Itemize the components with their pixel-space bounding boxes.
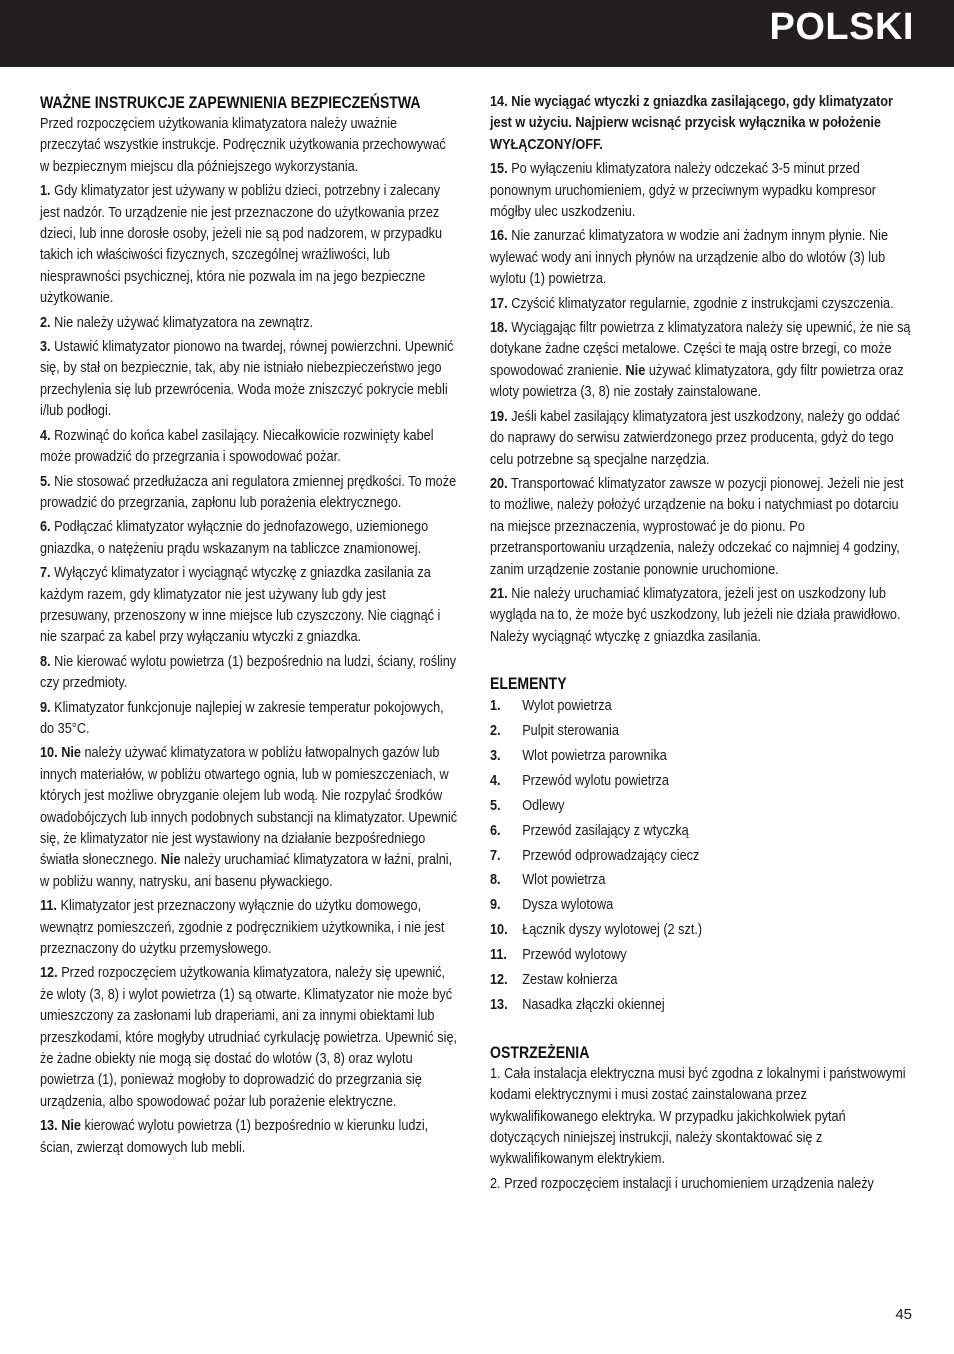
safety-item-9 bbox=[40, 698, 458, 741]
safety-item-6 bbox=[40, 517, 458, 560]
list-item bbox=[490, 746, 912, 771]
safety-item-8 bbox=[40, 652, 458, 695]
item-number: 8. bbox=[40, 653, 51, 670]
safety-item-21 bbox=[490, 584, 912, 648]
list-item bbox=[490, 821, 912, 846]
item-number: 18. bbox=[490, 320, 508, 337]
item-number: 6. bbox=[40, 519, 51, 536]
item-text: Nie należy używać klimatyzatora na zewnątrz. bbox=[54, 314, 314, 331]
safety-item-15 bbox=[490, 159, 912, 223]
right-column bbox=[490, 92, 912, 1198]
item-number: 2. bbox=[40, 314, 51, 331]
safety-item-18 bbox=[490, 318, 912, 404]
elements-heading: ELEMENTY bbox=[490, 675, 567, 694]
elements-list bbox=[490, 696, 912, 1020]
list-item bbox=[490, 995, 912, 1020]
item-text: Nie stosować przedłużacza ani regulatora zmiennej prędkości. To może prowadzić do przegrzania, zapłonu lub porażenia elektrycznego. bbox=[40, 473, 457, 511]
item-number: 11. bbox=[40, 898, 57, 915]
safety-item-3 bbox=[40, 337, 458, 423]
item-text: używać klimatyzatora, gdy filtr powietrza oraz wloty powietrza (3, 8) nie zostały zainstalowane. bbox=[490, 362, 904, 401]
item-number: 13. bbox=[40, 1118, 58, 1135]
item-number: 7. bbox=[40, 565, 51, 582]
item-label: Przewód wylotu powietrza bbox=[522, 772, 669, 789]
item-text: Transportować klimatyzator zawsze w pozycji pionowej. Jeżeli nie jest to możliwe, należy położyć urządzenie na boku i natychmiast po dotarciu na miejsce przeznaczenia, wyprostować je do pionu. Po przetransportowaniu urządzenia, należy odczekać co najmniej 4 godziny, zanim urządzenie zostanie ponownie uruchomione. bbox=[490, 475, 904, 578]
item-text: Po wyłączeniu klimatyzatora należy odczekać 3-5 minut przed ponownym uruchomieniem, gdyż w przeciwnym wypadku kompresor mógłby ulec uszkodzeniu. bbox=[490, 161, 876, 221]
item-number: 4. bbox=[40, 427, 51, 444]
list-item bbox=[490, 895, 912, 920]
item-emphasis: Nie bbox=[61, 745, 81, 762]
item-label: Przewód zasilający z wtyczką bbox=[522, 822, 689, 839]
item-number: 5. bbox=[490, 797, 501, 814]
item-text: Przed rozpoczęciem użytkowania klimatyzatora, należy się upewnić, że wloty (3, 8) i wylot powietrza (1) są otwarte. Klimatyzator nie może być umieszczony za zasłonami lub draperiami, ani za innymi obiektami lub przeszkodami, które mogłyby utrudniać cyrkulację powietrza. Upewnić się, że żadne obiekty nie mogą się dostać do wlotów (3, 8) oraz wylotu powietrza (1), ponieważ mogłoby to doprowadzić do przegrzania się urządzenia, albo spowodować pożar lub porażenie elektryczne. bbox=[40, 965, 458, 1110]
item-text: Ustawić klimatyzator pionowo na twardej, równej powierzchni. Upewnić się, by stał on bezpiecznie, tak, aby nie istniało niebezpieczeństwo jego przechylenia się lub przewrócenia. Woda może zniszczyć pokrycie mebli i/lub podłogi. bbox=[40, 339, 454, 420]
safety-item-20 bbox=[490, 474, 912, 581]
item-text: Klimatyzator jest przeznaczony wyłącznie do użytku domowego, wewnątrz pomieszczeń, zgodnie z podręcznikiem użytkownika, i nie jest przeznaczony do użytku przemysłowego. bbox=[40, 898, 445, 958]
language-title: POLSKI bbox=[769, 6, 914, 48]
header-bar bbox=[0, 0, 954, 67]
safety-item-7 bbox=[40, 563, 458, 649]
item-label: Przewód wylotowy bbox=[522, 947, 627, 964]
item-text: Nie zanurzać klimatyzatora w wodzie ani żadnym innym płynie. Nie wylewać wody ani innych płynów na urządzenie albo do wlotów (3) lub wylotu (1) powietrza. bbox=[490, 228, 889, 288]
item-number: 10. bbox=[40, 745, 58, 762]
item-number: 10. bbox=[490, 922, 508, 939]
safety-heading: WAŻNE INSTRUKCJE ZAPEWNIENIA BEZPIECZEŃSTWA bbox=[40, 94, 421, 112]
item-text: Gdy klimatyzator jest używany w pobliżu dzieci, potrzebny i zalecany jest nadzór. To urządzenie nie jest przeznaczone do użytkowania przez dzieci, lub inne dorosłe osoby, jeżeli nie są pod nadzorem, w przypadku takich ich właściwości fizycznych, szczególnej wrażliwości, lub niesprawności psychicznej, która nie pozwala im na jego bezpieczne użytkowanie. bbox=[40, 183, 443, 307]
item-emphasis: Nie bbox=[61, 1118, 81, 1135]
item-text: Podłączać klimatyzator wyłącznie do jednofazowego, uziemionego gniazdka, o natężeniu prądu wskazanym na tabliczce znamionowej. bbox=[40, 519, 429, 557]
item-number: 9. bbox=[40, 699, 51, 716]
item-text: Klimatyzator funkcjonuje najlepiej w zakresie temperatur pokojowych, do 35°C. bbox=[40, 699, 444, 737]
warnings-heading: OSTRZEŻENIA bbox=[490, 1043, 590, 1062]
item-label: Przewód odprowadzający ciecz bbox=[522, 847, 700, 864]
item-number: 3. bbox=[40, 339, 51, 356]
item-number: 2. bbox=[490, 723, 501, 740]
item-number: 19. bbox=[490, 408, 508, 425]
item-text: Nie wyciągać wtyczki z gniazdka zasilającego, gdy klimatyzator jest w użyciu. Najpierw wcisnąć przycisk wyłącznika w położenie WYŁĄCZONY/OFF. bbox=[490, 94, 893, 153]
safety-item-17 bbox=[490, 294, 912, 315]
item-number: 4. bbox=[490, 772, 501, 789]
warning-item-1: 1. Cała instalacja elektryczna musi być zgodna z lokalnymi i państwowymi kodami elektrycznymi i musi zostać zainstalowana przez wykwalifikowanego elektryka. W przypadku jakichkolwiek pytań dotyczących niniejszej instrukcji, należy skontaktować się z wykwalifikowanym elektrykiem. bbox=[490, 1065, 906, 1168]
page-number: 45 bbox=[895, 1306, 912, 1323]
item-number: 17. bbox=[490, 295, 508, 312]
item-text: Wyciągając filtr powietrza z klimatyzatora należy się upewnić, że nie są dotykane żadne części metalowe. Części te mają ostre brzegi, co może spowodować zranienie. bbox=[490, 320, 911, 379]
item-number: 15. bbox=[490, 161, 508, 178]
safety-item-12 bbox=[40, 963, 458, 1113]
item-text: Rozwinąć do końca kabel zasilający. Niecałkowicie rozwinięty kabel może prowadzić do przegrzania i spowodować pożar. bbox=[40, 427, 434, 466]
item-text: należy uruchamiać klimatyzatora w łaźni, pralni, w pobliżu wanny, natrysku, ani basenu pływackiego. bbox=[40, 852, 453, 890]
list-item bbox=[490, 696, 912, 721]
item-number: 12. bbox=[490, 971, 508, 988]
safety-item-1 bbox=[40, 181, 458, 309]
item-label: Odlewy bbox=[522, 797, 565, 814]
item-number: 8. bbox=[490, 872, 501, 889]
item-text: Czyścić klimatyzator regularnie, zgodnie z instrukcjami czyszczenia. bbox=[511, 295, 894, 312]
item-label: Zestaw kołnierza bbox=[522, 971, 618, 988]
item-number: 21. bbox=[490, 585, 508, 602]
item-number: 5. bbox=[40, 473, 51, 490]
item-number: 14. bbox=[490, 94, 508, 110]
warning-item-2: 2. Przed rozpoczęciem instalacji i uruchomieniem urządzenia należy bbox=[490, 1175, 874, 1192]
item-text: Wyłączyć klimatyzator i wyciągnąć wtyczkę z gniazdka zasilania za każdym razem, gdy klimatyzator nie jest używany lub gdy jest przesuwany, przenoszony w inne miejsce lub czyszczony. Nie ciągnąć i nie szarpać za kabel przy wyłączaniu wtyczki z gniazdka. bbox=[40, 565, 441, 646]
safety-item-14 bbox=[490, 92, 912, 156]
item-text: Nie należy uruchamiać klimatyzatora, jeżeli jest on uszkodzony lub wygląda na to, że może być uszkodzony, lub jeżeli nie działa prawidłowo. Należy wyciągnąć wtyczkę z gniazdka zasilania. bbox=[490, 585, 901, 645]
item-number: 20. bbox=[490, 475, 508, 492]
item-text: Nie kierować wylotu powietrza (1) bezpośrednio na ludzi, ściany, rośliny czy przedmioty. bbox=[40, 653, 457, 692]
safety-item-19 bbox=[490, 407, 912, 471]
item-label: Wlot powietrza parownika bbox=[522, 747, 667, 764]
item-number: 1. bbox=[40, 183, 51, 200]
item-number: 3. bbox=[490, 747, 501, 764]
item-number: 16. bbox=[490, 228, 508, 245]
list-item bbox=[490, 796, 912, 821]
item-number: 11. bbox=[490, 947, 507, 964]
item-text: kierować wylotu powietrza (1) bezpośrednio w kierunku ludzi, ścian, zwierząt domowych lub mebli. bbox=[40, 1118, 429, 1156]
list-item bbox=[490, 920, 912, 945]
item-label: Wylot powietrza bbox=[522, 698, 612, 715]
list-item bbox=[490, 846, 912, 871]
item-number: 6. bbox=[490, 822, 501, 839]
safety-item-4 bbox=[40, 426, 458, 469]
item-label: Nasadka złączki okiennej bbox=[522, 996, 665, 1013]
list-item bbox=[490, 870, 912, 895]
safety-item-16 bbox=[490, 226, 912, 290]
item-emphasis: Nie bbox=[625, 362, 646, 379]
safety-item-2 bbox=[40, 313, 458, 334]
list-item bbox=[490, 721, 912, 746]
item-number: 1. bbox=[490, 698, 501, 715]
item-text: Jeśli kabel zasilający klimatyzatora jest uszkodzony, należy go oddać do naprawy do serwisu zatwierdzonego przez producenta, gdyż do tego celu potrzebne są specjalne narzędzia. bbox=[490, 408, 900, 468]
item-text: należy używać klimatyzatora w pobliżu łatwopalnych gazów lub innych materiałów, w pobliżu otwartego ognia, lub w pomieszczeniach, w których jest możliwe obryzganie olejem lub wodą. Nie rozpylać środków owadobójczych lub innych podobnych substancji na klimatyzator. Upewnić się, że klimatyzator nie jest wystawiony na działanie bezpośredniego światła słonecznego. bbox=[40, 745, 458, 869]
safety-item-13 bbox=[40, 1116, 458, 1159]
safety-intro: Przed rozpoczęciem użytkowania klimatyzatora należy uważnie przeczytać wszystkie instrukcje. Podręcznik użytkowania przechowywać w bezpiecznym miejscu dla późniejszego wykorzystania. bbox=[40, 116, 446, 175]
section-gap bbox=[490, 1020, 912, 1042]
safety-item-5 bbox=[40, 472, 458, 515]
safety-item-10 bbox=[40, 743, 458, 893]
item-number: 13. bbox=[490, 996, 508, 1013]
list-item bbox=[490, 771, 912, 796]
item-label: Pulpit sterowania bbox=[522, 723, 619, 740]
item-label: Wlot powietrza bbox=[522, 872, 606, 889]
item-label: Dysza wylotowa bbox=[522, 897, 614, 914]
safety-item-11 bbox=[40, 896, 458, 960]
section-gap bbox=[490, 651, 912, 673]
item-number: 9. bbox=[490, 897, 501, 914]
item-label: Łącznik dyszy wylotowej (2 szt.) bbox=[522, 922, 703, 939]
left-column bbox=[40, 92, 458, 1162]
list-item bbox=[490, 945, 912, 970]
item-number: 7. bbox=[490, 847, 501, 864]
item-number: 12. bbox=[40, 965, 58, 982]
list-item bbox=[490, 970, 912, 995]
item-emphasis: Nie bbox=[160, 852, 181, 869]
